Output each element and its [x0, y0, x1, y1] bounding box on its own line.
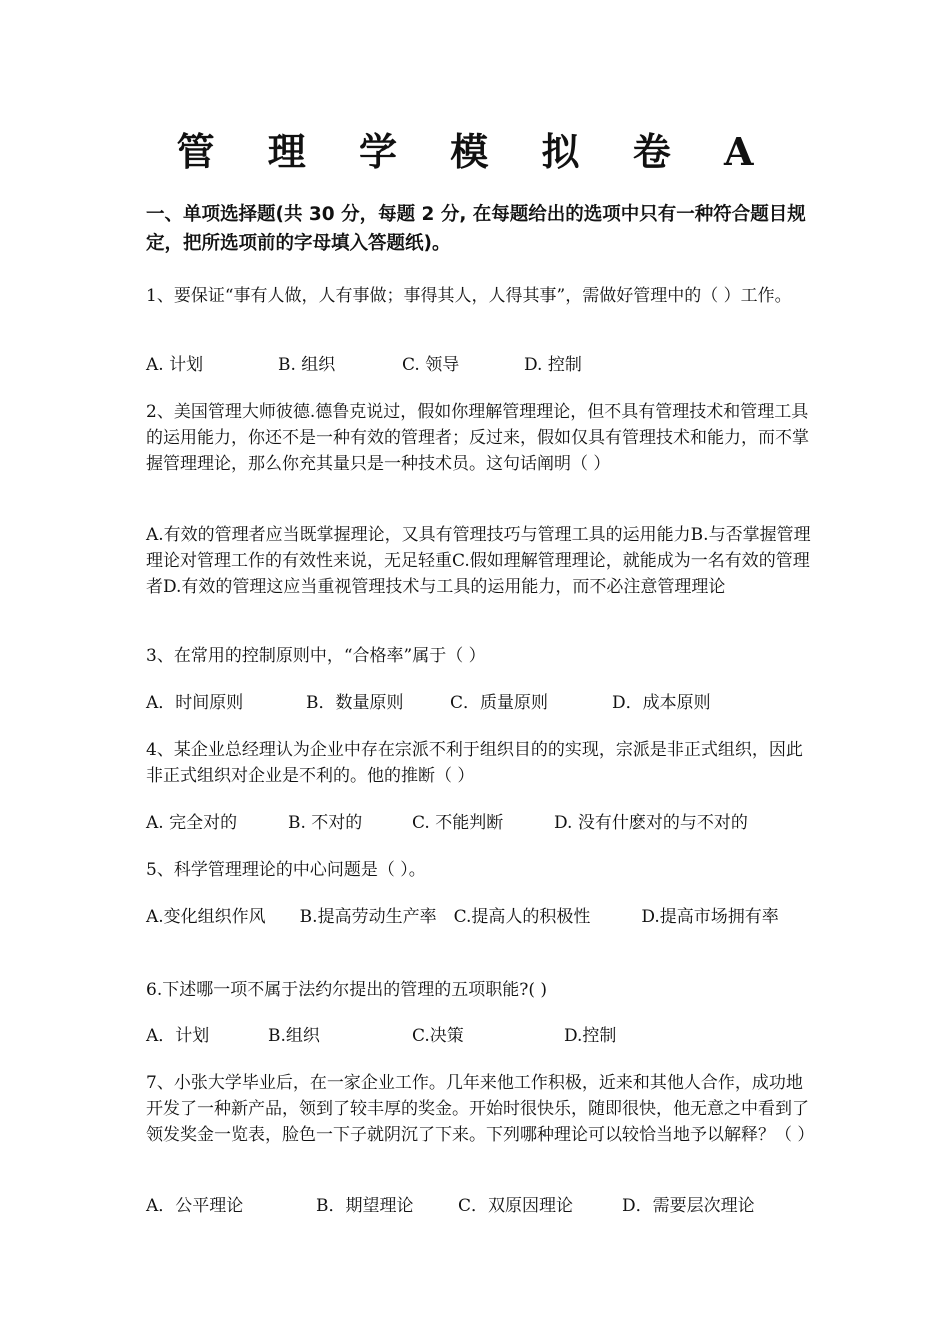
option: A. 计划 — [146, 355, 204, 375]
option: C. 不能判断 — [412, 813, 504, 833]
option: A．计划 — [146, 1026, 210, 1046]
option: B. 组织 — [278, 355, 336, 375]
question-3-stem: 3、在常用的控制原则中，“合格率”属于（ ） — [146, 646, 486, 666]
option: D. 没有什麽对的与不对的 — [554, 813, 748, 833]
option: B.组织 — [268, 1026, 320, 1046]
question-5-stem: 5、科学管理理论的中心问题是（ ）。 — [146, 860, 426, 880]
page-title: 管 理 学 模 拟 卷 A — [176, 129, 774, 174]
option: D.控制 — [564, 1026, 617, 1046]
question-4-stem: 4、某企业总经理认为企业中存在宗派不利于组织目的的实现，宗派是非正式组织，因此非正式组织对企业是不利的。他的推断（ ） — [146, 740, 803, 786]
option: C．双原因理论 — [458, 1196, 574, 1216]
option: D．需要层次理论 — [622, 1196, 755, 1216]
question-5-options: A.变化组织作风 B.提高劳动生产率 C.提高人的积极性 D.提高市场拥有率 — [146, 907, 779, 927]
question-1-stem: 1、要保证“事有人做，人有事做；事得其人，人得其事”，需做好管理中的（ ）工作。 — [146, 286, 792, 306]
section-heading: 一、单项选择题(共 30 分，每题 2 分, 在每题给出的选项中只有一种符合题目规定，把所选项前的字母填入答题纸)。 — [146, 204, 806, 254]
option: A．时间原则 — [146, 693, 244, 713]
option: A. 完全对的 — [146, 813, 238, 833]
question-6-stem: 6.下述哪一项不属于法约尔提出的管理的五项职能?( ) — [146, 980, 548, 1000]
option: B. 不对的 — [288, 813, 363, 833]
option: D．成本原则 — [612, 693, 711, 713]
option: B．数量原则 — [306, 693, 404, 713]
option: C．质量原则 — [450, 693, 549, 713]
option: C.决策 — [412, 1026, 464, 1046]
option: A．公平理论 — [146, 1196, 244, 1216]
question-7-stem: 7、小张大学毕业后，在一家企业工作。几年来他工作积极，近来和其他人合作，成功地开发了一种新产品，领到了较丰厚的奖金。开始时很快乐，随即很快，他无意之中看到了领发奖金一览表，脸色一下子就阴沉了下来。下列哪种理论可以较恰当地予以解释？（ ） — [146, 1073, 815, 1145]
option: C. 领导 — [402, 355, 460, 375]
question-2-stem: 2、美国管理大师彼德.德鲁克说过，假如你理解管理理论，但不具有管理技术和管理工具的运用能力，你还不是一种有效的管理者；反过来，假如仅具有管理技术和能力，而不掌握管理理论，那么你充其量只是一种技术员。这句话阐明（ ） — [146, 402, 809, 474]
question-2-options: A.有效的管理者应当既掌握理论，又具有管理技巧与管理工具的运用能力B.与否掌握管理理论对管理工作的有效性来说，无足轻重C.假如理解管理理论，就能成为一名有效的管理者D.有效的管理这应当重视管理技术与工具的运用能力，而不必注意管理理论 — [146, 525, 811, 597]
option: D. 控制 — [524, 355, 582, 375]
option: B．期望理论 — [316, 1196, 414, 1216]
